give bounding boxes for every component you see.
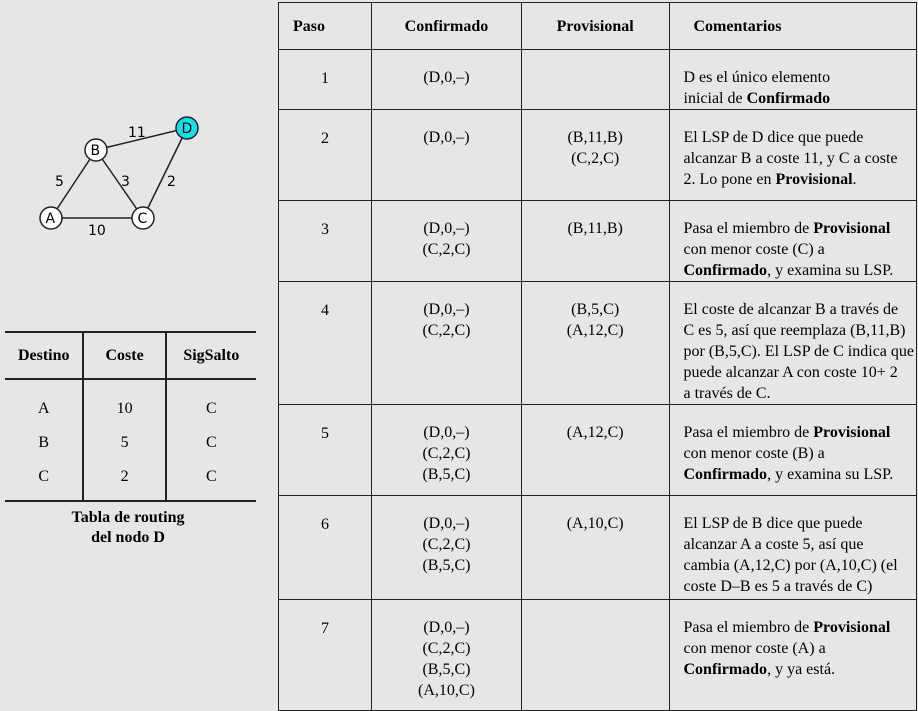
table-row: [279, 201, 917, 282]
node-b: [85, 139, 107, 161]
cell-paso: 2: [279, 110, 372, 201]
comment-bold-term: Confirmado: [746, 90, 831, 107]
weight-a-c: 10: [88, 223, 106, 239]
routing-table: [5, 331, 256, 502]
network-graph: [0, 0, 260, 260]
comment-line: [684, 127, 915, 148]
edge-b-c: [96, 150, 143, 218]
node-c: [132, 207, 154, 229]
comment-text: .: [852, 171, 857, 188]
confirmado-entry: (C,2,C): [422, 536, 471, 553]
confirmado-entry: (D,0,–): [423, 301, 470, 318]
comment-bold-term: Confirmado: [683, 661, 768, 678]
graph-edges: [51, 128, 187, 218]
comment-bold-term: Provisional: [775, 171, 853, 188]
comment-line: [684, 576, 915, 597]
routing-table-caption: [0, 508, 256, 548]
routing-cell-coste: 2: [83, 460, 165, 501]
steps-table: [278, 2, 917, 711]
comment-line: [684, 383, 915, 404]
routing-cell-coste: 5: [83, 426, 165, 460]
steps-header-row: [279, 3, 917, 50]
comment-text: Pasa el miembro de: [683, 424, 814, 441]
confirmado-entry: (D,0,–): [423, 69, 470, 86]
edge-d-c: [143, 128, 187, 218]
confirmado-entry: (A,10,C): [418, 682, 475, 699]
cell-confirmado: [372, 282, 522, 405]
comment-text: El coste de alcanzar B a través de: [683, 301, 899, 318]
comment-line: [684, 659, 915, 680]
cell-confirmado: [372, 496, 522, 600]
table-row: [279, 50, 917, 110]
comment-bold-term: Provisional: [813, 220, 891, 237]
comment-text: Pasa el miembro de: [683, 619, 814, 636]
cell-confirmado: [372, 405, 522, 496]
cell-comentarios: [669, 201, 917, 282]
cell-comentarios: [669, 50, 917, 110]
node-a-label: A: [45, 211, 56, 227]
confirmado-entry: (D,0,–): [423, 619, 470, 636]
weight-b-d: 11: [128, 125, 146, 141]
cell-confirmado: [372, 50, 522, 110]
graph-nodes: [40, 117, 198, 229]
cell-paso: 5: [279, 405, 372, 496]
cell-comentarios: [669, 282, 917, 405]
comment-bold-term: Provisional: [813, 424, 891, 441]
header-paso: Paso: [279, 3, 372, 50]
table-row: [279, 110, 917, 201]
comment-text: coste D–B es 5 a través de C): [683, 578, 873, 595]
routing-cell-destino: A: [37, 400, 50, 417]
confirmado-entry: (C,2,C): [422, 445, 471, 462]
cell-comentarios: [669, 600, 917, 711]
comment-line: [684, 239, 915, 260]
routing-header-destino: Destino: [5, 332, 83, 379]
confirmado-entry: (C,2,C): [422, 241, 471, 258]
cell-comentarios: [669, 405, 917, 496]
comment-text: puede alcanzar A con coste 10+ 2: [683, 364, 898, 381]
cell-provisional: [521, 110, 669, 201]
node-c-label: C: [137, 211, 148, 227]
comment-line: [684, 422, 915, 443]
comment-text: a través de C.: [683, 385, 771, 402]
routing-cell-sigsalto: C: [205, 468, 217, 485]
routing-cell-destino: B: [38, 434, 50, 451]
comment-line: [684, 443, 915, 464]
comment-text: , y examina su LSP.: [767, 262, 894, 279]
caption-line: Tabla de routing: [71, 509, 185, 526]
comment-line: [684, 299, 915, 320]
comment-text: El LSP de D dice que puede: [683, 129, 864, 146]
cell-confirmado: [372, 201, 522, 282]
comment-text: D es el único elemento: [683, 69, 831, 86]
confirmado-entry: (B,5,C): [422, 661, 471, 678]
cell-provisional: [521, 496, 669, 600]
cell-provisional: [521, 201, 669, 282]
comment-line: [684, 218, 915, 239]
comment-text: alcanzar B a coste 11, y C a coste: [683, 150, 898, 167]
provisional-entry: (B,5,C): [571, 301, 620, 318]
routing-cell-destino: C: [38, 468, 50, 485]
comment-text: con menor coste (C) a: [683, 241, 825, 258]
cell-paso: 3: [279, 201, 372, 282]
cell-provisional: [521, 405, 669, 496]
confirmado-entry: (D,0,–): [423, 220, 470, 237]
cell-paso: 1: [279, 50, 372, 110]
cell-paso: 7: [279, 600, 372, 711]
routing-cell-coste: 10: [83, 379, 165, 426]
comment-text: , y ya está.: [767, 661, 836, 678]
provisional-entry: (A,10,C): [566, 515, 624, 532]
cell-paso: 6: [279, 496, 372, 600]
cell-comentarios: [669, 496, 917, 600]
routing-cell-sigsalto: C: [205, 434, 217, 451]
table-row: [279, 600, 917, 711]
table-row: [5, 460, 256, 501]
routing-header-row: [5, 332, 256, 379]
comment-line: [684, 362, 915, 383]
comment-line: [684, 555, 915, 576]
comment-text: con menor coste (B) a: [683, 445, 825, 462]
provisional-entry: (A,12,C): [566, 424, 624, 441]
provisional-entry: (B,11,B): [567, 129, 623, 146]
comment-line: [684, 638, 915, 659]
routing-header-sigsalto: SigSalto: [166, 332, 256, 379]
weight-b-c: 3: [121, 174, 130, 190]
table-row: [5, 426, 256, 460]
comment-line: [684, 534, 915, 555]
confirmado-entry: (D,0,–): [423, 515, 470, 532]
node-a: [40, 207, 62, 229]
comment-text: por (B,5,C). El LSP de C indica que: [683, 343, 914, 360]
comment-text: 2. Lo pone en: [683, 171, 776, 188]
table-row: [5, 379, 256, 426]
comment-text: cambia (A,12,C) por (A,10,C) (el: [683, 557, 898, 574]
cell-confirmado: [372, 110, 522, 201]
graph-edge-weights: [55, 125, 176, 239]
cell-confirmado: [372, 600, 522, 711]
comment-bold-term: Provisional: [813, 619, 891, 636]
comment-line: [684, 464, 915, 485]
provisional-entry: (C,2,C): [571, 150, 620, 167]
table-row: [279, 282, 917, 405]
table-row: [279, 496, 917, 600]
confirmado-entry: (D,0,–): [423, 424, 470, 441]
node-d: [176, 117, 198, 139]
comment-text: El LSP de B dice que puede: [683, 515, 863, 532]
comment-text: inicial de: [683, 90, 747, 107]
header-provisional: Provisional: [521, 3, 669, 50]
steps-body: [279, 50, 917, 711]
comment-text: alcanzar A a coste 5, así que: [683, 536, 864, 553]
comment-line: [684, 67, 915, 88]
provisional-entry: (B,11,B): [567, 220, 623, 237]
caption-line: del nodo D: [91, 529, 165, 546]
comment-line: [684, 169, 915, 190]
confirmado-entry: (C,2,C): [422, 322, 471, 339]
routing-header-coste: Coste: [83, 332, 165, 379]
comment-text: C es 5, así que reemplaza (B,11,B): [683, 322, 906, 339]
comment-line: [684, 617, 915, 638]
comment-bold-term: Confirmado: [683, 466, 768, 483]
provisional-entry: (A,12,C): [566, 322, 624, 339]
confirmado-entry: (D,0,–): [423, 129, 470, 146]
comment-line: [684, 320, 915, 341]
weight-a-b: 5: [55, 174, 64, 190]
header-comentarios: Comentarios: [669, 3, 917, 50]
weight-d-c: 2: [167, 174, 176, 190]
comment-text: con menor coste (A) a: [683, 640, 826, 657]
comment-line: [684, 88, 915, 109]
cell-provisional: [521, 282, 669, 405]
node-b-label: B: [90, 143, 101, 159]
cell-paso: 4: [279, 282, 372, 405]
comment-line: [684, 341, 915, 362]
routing-cell-sigsalto: C: [205, 400, 217, 417]
cell-provisional: [521, 50, 669, 110]
comment-text: Pasa el miembro de: [683, 220, 814, 237]
confirmado-entry: (B,5,C): [422, 466, 471, 483]
confirmado-entry: (C,2,C): [422, 640, 471, 657]
comment-text: , y examina su LSP.: [767, 466, 894, 483]
confirmado-entry: (B,5,C): [422, 557, 471, 574]
comment-line: [684, 513, 915, 534]
table-row: [279, 405, 917, 496]
cell-comentarios: [669, 110, 917, 201]
comment-line: [684, 260, 915, 281]
comment-line: [684, 148, 915, 169]
cell-provisional: [521, 600, 669, 711]
comment-bold-term: Confirmado: [683, 262, 768, 279]
header-confirmado: Confirmado: [372, 3, 522, 50]
node-d-label: D: [181, 121, 193, 137]
